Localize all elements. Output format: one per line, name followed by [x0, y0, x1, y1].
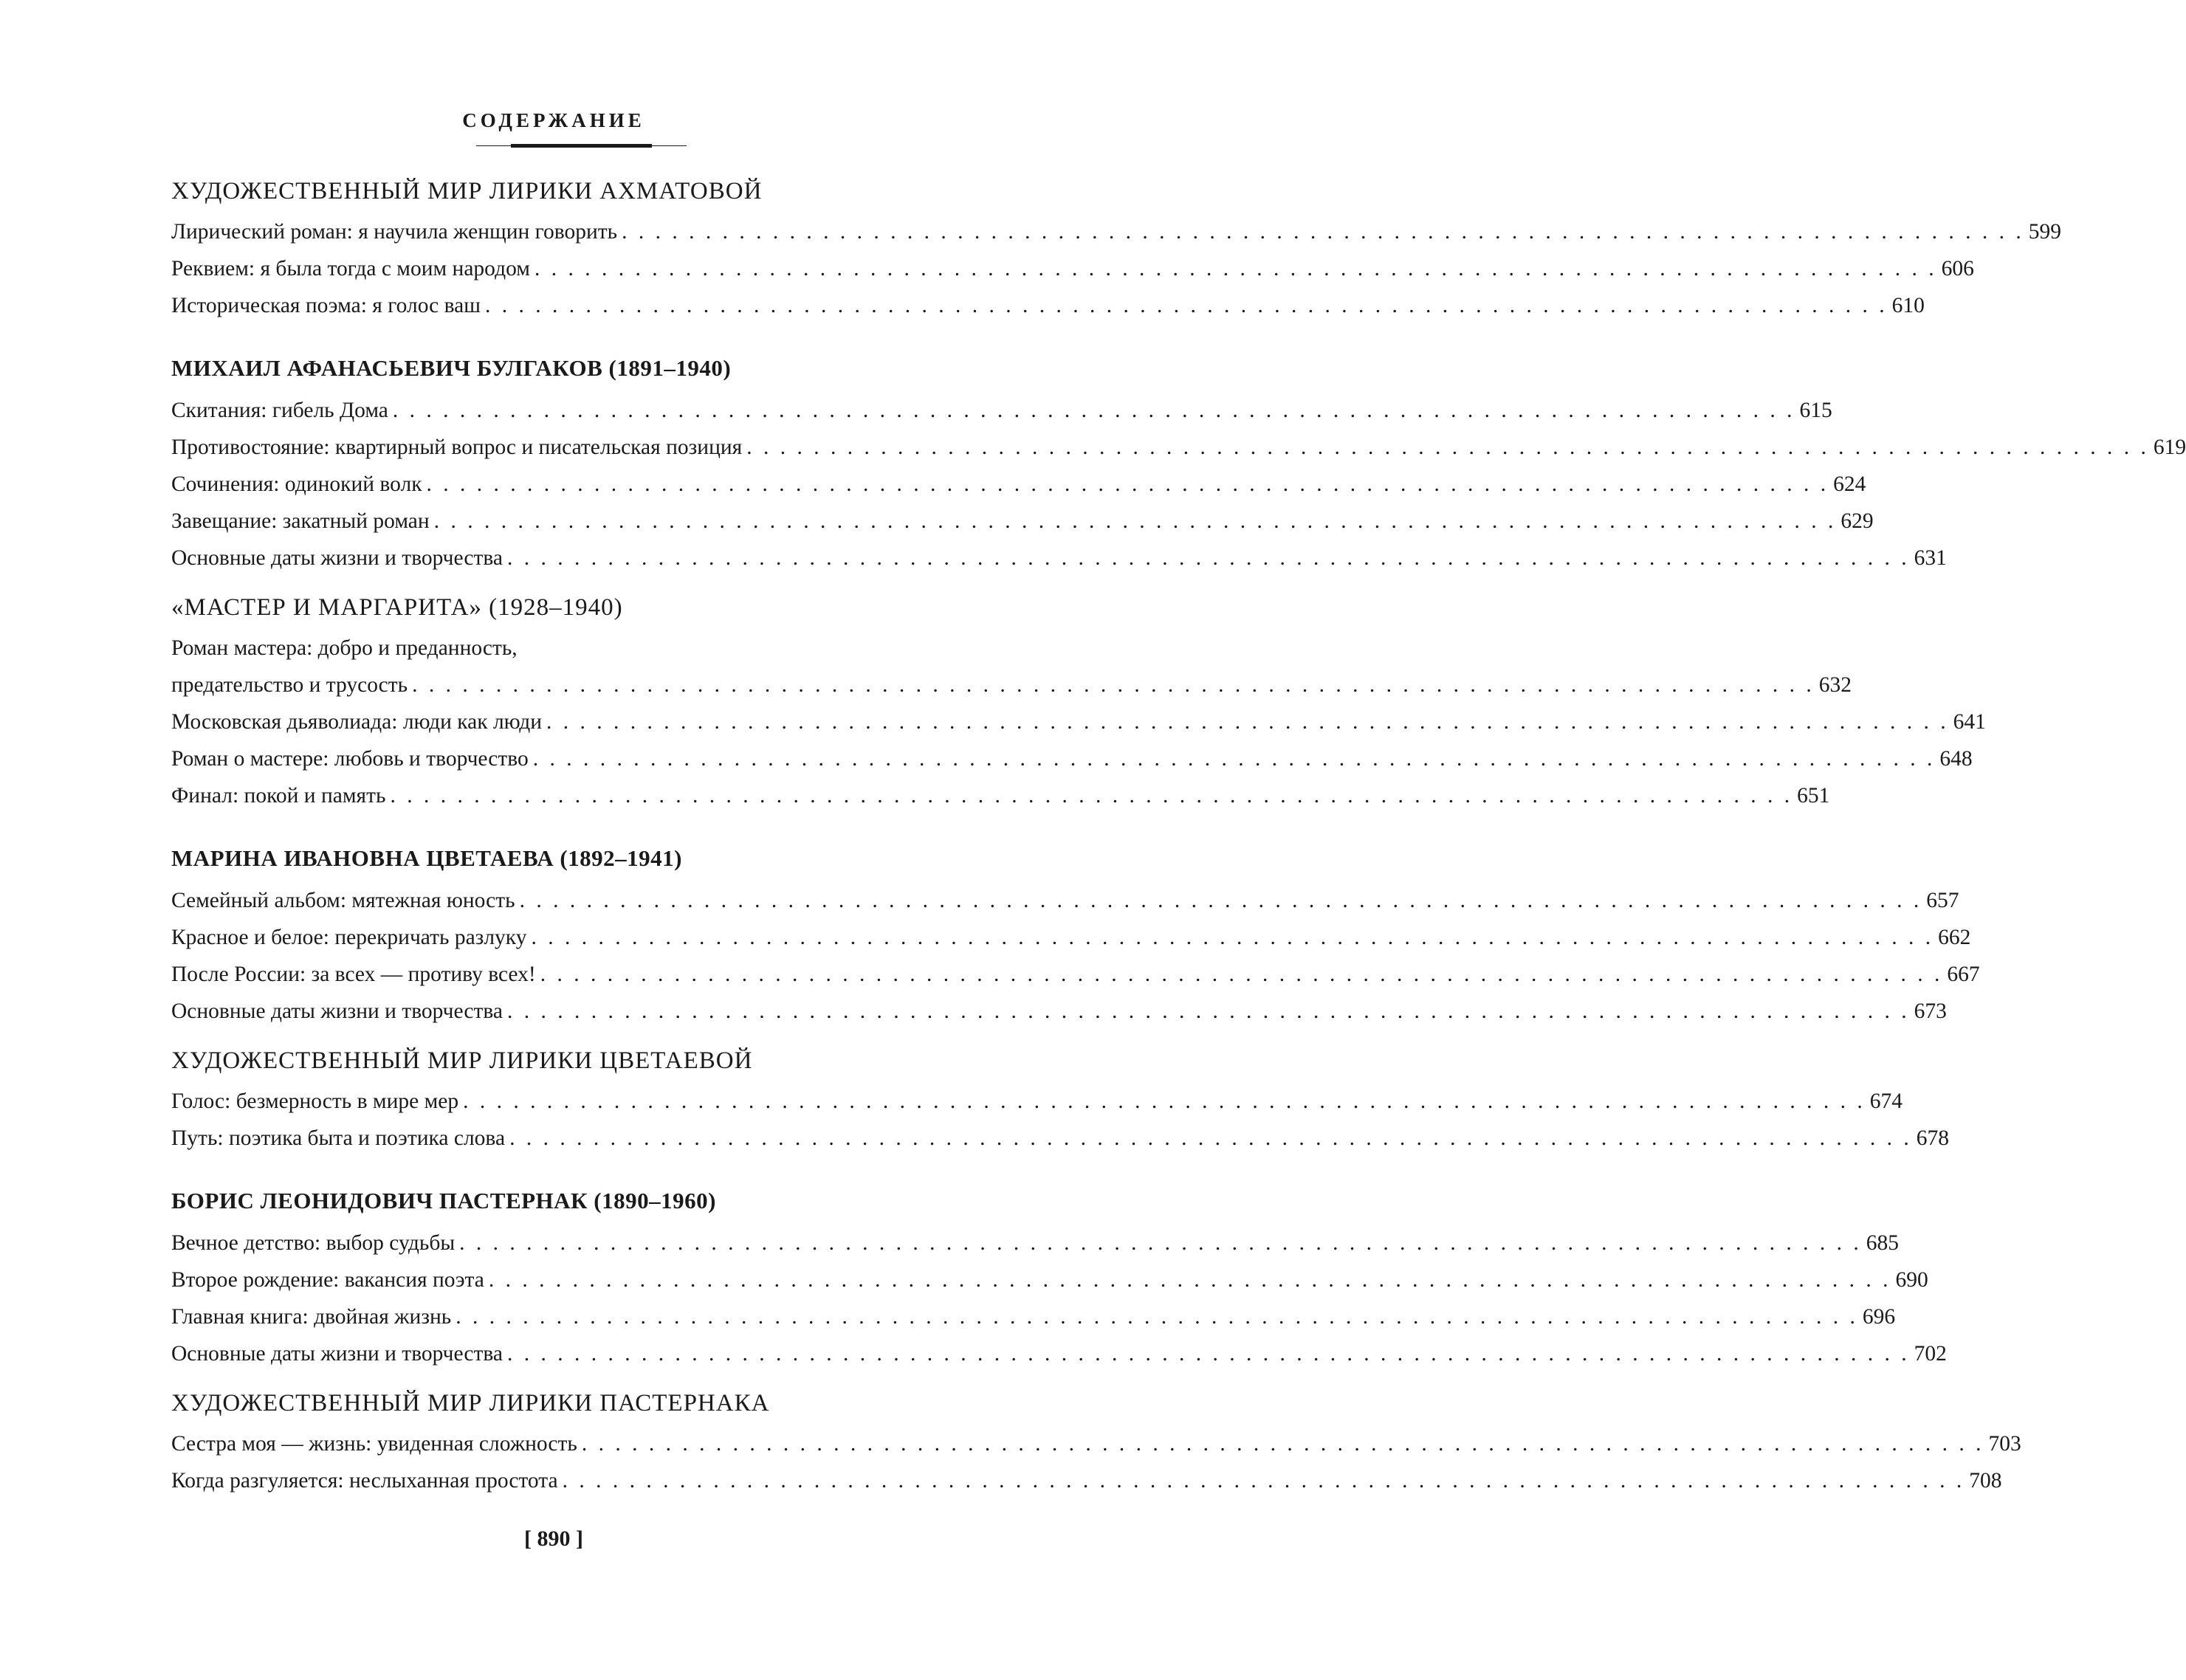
toc-entry — [171, 1298, 1896, 1335]
toc-section — [171, 349, 2186, 576]
entry-row — [171, 213, 2062, 250]
entry-title: Путь: поэтика быта и поэтика слова — [171, 1126, 506, 1150]
dot-leader: . . . . . . . . . . . . . . . . . . . . . . . . . . . . . . . . . . . . . . . . . . . . . . . . . . . . . . . . . . . . . . . . . . . . . . . . . . . . . . . . . . . . — [746, 436, 2149, 459]
entry-page-number: 696 — [1862, 1305, 1896, 1329]
entry-row — [171, 956, 1980, 993]
dot-leader: . . . . . . . . . . . . . . . . . . . . . . . . . . . . . . . . . . . . . . . . . . . . . . . . . . . . . . . . . . . . . . . . . . . . . . . . . . . . . . . . . . . . — [531, 926, 1934, 949]
table-of-contents — [171, 173, 2186, 1499]
section-heading: ХУДОЖЕСТВЕННЫЙ МИР ЛИРИКИ ПАСТЕРНАКА — [171, 1390, 770, 1416]
entry-title: Основные даты жизни и творчества — [171, 999, 503, 1023]
running-head-rule-accent — [511, 144, 652, 148]
entry-row — [171, 392, 1832, 429]
section-heading: МАРИНА ИВАНОВНА ЦВЕТАЕВА (1892–1941) — [171, 845, 682, 871]
entry-title: Роман о мастере: любовь и творчество — [171, 747, 529, 771]
dot-leader: . . . . . . . . . . . . . . . . . . . . . . . . . . . . . . . . . . . . . . . . . . . . . . . . . . . . . . . . . . . . . . . . . . . . . . . . . . . . . . . . . . . . — [509, 1126, 1912, 1150]
entry-row — [171, 540, 1947, 576]
entry-row — [171, 1298, 1896, 1335]
toc-entry — [171, 429, 2186, 466]
dot-leader: . . . . . . . . . . . . . . . . . . . . . . . . . . . . . . . . . . . . . . . . . . . . . . . . . . . . . . . . . . . . . . . . . . . . . . . . . . . . . . . . . . . . — [622, 220, 2024, 244]
entry-title-line: Роман мастера: добро и преданность, — [171, 636, 518, 660]
dot-leader: . . . . . . . . . . . . . . . . . . . . . . . . . . . . . . . . . . . . . . . . . . . . . . . . . . . . . . . . . . . . . . . . . . . . . . . . . . . . . . . . . . . . — [433, 509, 1837, 533]
section-heading: ХУДОЖЕСТВЕННЫЙ МИР ЛИРИКИ АХМАТОВОЙ — [171, 178, 763, 204]
entry-row — [171, 1083, 1903, 1120]
toc-entry — [171, 466, 1866, 503]
toc-entry — [171, 540, 1947, 576]
entry-row — [171, 919, 1971, 956]
dot-leader: . . . . . . . . . . . . . . . . . . . . . . . . . . . . . . . . . . . . . . . . . . . . . . . . . . . . . . . . . . . . . . . . . . . . . . . . . . . . . . . . . . . . — [506, 546, 1910, 570]
entry-row — [171, 1225, 1900, 1261]
entry-title: Красное и белое: перекричать разлуку — [171, 926, 527, 949]
toc-entry — [171, 630, 1852, 703]
dot-leader: . . . . . . . . . . . . . . . . . . . . . . . . . . . . . . . . . . . . . . . . . . . . . . . . . . . . . . . . . . . . . . . . . . . . . . . . . . . . . . . . . . . . — [390, 784, 1793, 808]
entry-row — [171, 777, 1830, 814]
entry-page-number: 667 — [1947, 963, 1980, 986]
entry-row — [171, 1425, 2021, 1462]
running-head: СОДЕРЖАНИЕ — [462, 109, 645, 131]
dot-leader: . . . . . . . . . . . . . . . . . . . . . . . . . . . . . . . . . . . . . . . . . . . . . . . . . . . . . . . . . . . . . . . . . . . . . . . . . . . . . . . . . . . . — [412, 673, 1815, 697]
entry-title: Скитания: гибель Дома — [171, 399, 388, 422]
toc-section — [171, 1043, 1949, 1157]
dot-leader: . . . . . . . . . . . . . . . . . . . . . . . . . . . . . . . . . . . . . . . . . . . . . . . . . . . . . . . . . . . . . . . . . . . . . . . . . . . . . . . . . . . . — [485, 294, 1888, 317]
entry-page-number: 599 — [2028, 220, 2062, 244]
toc-entry — [171, 1120, 1949, 1157]
dot-leader: . . . . . . . . . . . . . . . . . . . . . . . . . . . . . . . . . . . . . . . . . . . . . . . . . . . . . . . . . . . . . . . . . . . . . . . . . . . . . . . . . . . . — [392, 399, 1795, 422]
entry-page-number: 615 — [1799, 399, 1832, 422]
toc-entry — [171, 1425, 2021, 1462]
dot-leader: . . . . . . . . . . . . . . . . . . . . . . . . . . . . . . . . . . . . . . . . . . . . . . . . . . . . . . . . . . . . . . . . . . . . . . . . . . . . . . . . . . . . — [488, 1268, 1891, 1292]
entry-row — [171, 1462, 2002, 1499]
entry-page-number: 708 — [1969, 1469, 2002, 1493]
entry-title: Реквием: я была тогда с моим народом — [171, 257, 530, 280]
toc-entry — [171, 882, 1959, 919]
toc-entry — [171, 740, 1973, 777]
toc-entry — [171, 1462, 2002, 1499]
toc-entry — [171, 1261, 1928, 1298]
dot-leader: . . . . . . . . . . . . . . . . . . . . . . . . . . . . . . . . . . . . . . . . . . . . . . . . . . . . . . . . . . . . . . . . . . . . . . . . . . . . . . . . . . . . — [534, 257, 1937, 280]
entry-row — [171, 1335, 1947, 1372]
entry-row — [171, 287, 1925, 324]
dot-leader: . . . . . . . . . . . . . . . . . . . . . . . . . . . . . . . . . . . . . . . . . . . . . . . . . . . . . . . . . . . . . . . . . . . . . . . . . . . . . . . . . . . . — [506, 1342, 1910, 1366]
toc-entry — [171, 956, 1980, 993]
toc-entry — [171, 777, 1830, 814]
toc-entry — [171, 1225, 1900, 1261]
entry-title: Лирический роман: я научила женщин говорить — [171, 220, 618, 244]
entry-title: Завещание: закатный роман — [171, 509, 430, 533]
entry-title: Сочинения: одинокий волк — [171, 472, 422, 496]
entry-title: Противостояние: квартирный вопрос и писательская позиция — [171, 436, 743, 459]
dot-leader: . . . . . . . . . . . . . . . . . . . . . . . . . . . . . . . . . . . . . . . . . . . . . . . . . . . . . . . . . . . . . . . . . . . . . . . . . . . . . . . . . . . . — [540, 963, 1943, 986]
entry-page-number: 703 — [1988, 1432, 2021, 1456]
dot-leader: . . . . . . . . . . . . . . . . . . . . . . . . . . . . . . . . . . . . . . . . . . . . . . . . . . . . . . . . . . . . . . . . . . . . . . . . . . . . . . . . . . . . — [456, 1305, 1858, 1329]
toc-entry — [171, 287, 1925, 324]
toc-entry — [171, 919, 1971, 956]
entry-row — [171, 1120, 1949, 1157]
entry-page-number: 606 — [1941, 257, 1974, 280]
entry-title: Московская дьяволиада: люди как люди — [171, 710, 543, 734]
entry-page-number: 610 — [1891, 294, 1925, 317]
dot-leader: . . . . . . . . . . . . . . . . . . . . . . . . . . . . . . . . . . . . . . . . . . . . . . . . . . . . . . . . . . . . . . . . . . . . . . . . . . . . . . . . . . . . — [426, 472, 1829, 496]
entry-title: Семейный альбом: мятежная юность — [171, 889, 515, 912]
toc-entry — [171, 993, 1947, 1030]
entry-row — [171, 703, 1986, 740]
entry-row — [171, 667, 1852, 703]
entry-title: После России: за всех — противу всех! — [171, 963, 536, 986]
dot-leader: . . . . . . . . . . . . . . . . . . . . . . . . . . . . . . . . . . . . . . . . . . . . . . . . . . . . . . . . . . . . . . . . . . . . . . . . . . . . . . . . . . . . — [459, 1231, 1862, 1255]
entry-title: Второе рождение: вакансия поэта — [171, 1268, 484, 1292]
toc-entry — [171, 392, 1832, 429]
entry-page-number: 632 — [1818, 673, 1852, 697]
toc-section — [171, 1385, 2021, 1499]
entry-page-number: 662 — [1938, 926, 1971, 949]
toc-entry — [171, 213, 2062, 250]
entry-row — [171, 740, 1973, 777]
entry-row — [171, 993, 1947, 1030]
entry-page-number: 651 — [1797, 784, 1830, 808]
section-heading: «МАСТЕР И МАРГАРИТА» (1928–1940) — [171, 594, 623, 621]
entry-page-number: 631 — [1914, 546, 1947, 570]
entry-title: Сестра моя — жизнь: увиденная сложность — [171, 1432, 577, 1456]
dot-leader: . . . . . . . . . . . . . . . . . . . . . . . . . . . . . . . . . . . . . . . . . . . . . . . . . . . . . . . . . . . . . . . . . . . . . . . . . . . . . . . . . . . . — [532, 747, 1936, 771]
entry-title: Историческая поэма: я голос ваш — [171, 294, 481, 317]
entry-page-number: 702 — [1914, 1342, 1947, 1366]
entry-title: Главная книга: двойная жизнь — [171, 1305, 452, 1329]
entry-title: Голос: безмерность в мире мер — [171, 1089, 459, 1113]
section-heading: БОРИС ЛЕОНИДОВИЧ ПАСТЕРНАК (1890–1960) — [171, 1188, 716, 1213]
entry-page-number: 673 — [1914, 999, 1947, 1023]
entry-row — [171, 466, 1866, 503]
entry-title: Основные даты жизни и творчества — [171, 546, 503, 570]
section-heading: МИХАИЛ АФАНАСЬЕВИЧ БУЛГАКОВ (1891–1940) — [171, 355, 732, 381]
entry-title: Финал: покой и память — [171, 784, 386, 808]
dot-leader: . . . . . . . . . . . . . . . . . . . . . . . . . . . . . . . . . . . . . . . . . . . . . . . . . . . . . . . . . . . . . . . . . . . . . . . . . . . . . . . . . . . . — [506, 999, 1910, 1023]
toc-section — [171, 839, 1980, 1030]
toc-section — [171, 173, 2062, 324]
entry-page-number: 657 — [1926, 889, 1959, 912]
page-number: [ 890 ] — [524, 1526, 583, 1551]
toc-entry — [171, 703, 1986, 740]
entry-page-number: 674 — [1869, 1089, 1903, 1113]
dot-leader: . . . . . . . . . . . . . . . . . . . . . . . . . . . . . . . . . . . . . . . . . . . . . . . . . . . . . . . . . . . . . . . . . . . . . . . . . . . . . . . . . . . . — [463, 1089, 1866, 1113]
entry-page-number: 690 — [1895, 1268, 1928, 1292]
toc-entry — [171, 503, 1874, 540]
entry-row — [171, 429, 2186, 466]
toc-entry — [171, 250, 1974, 287]
entry-row — [171, 882, 1959, 919]
dot-leader: . . . . . . . . . . . . . . . . . . . . . . . . . . . . . . . . . . . . . . . . . . . . . . . . . . . . . . . . . . . . . . . . . . . . . . . . . . . . . . . . . . . . — [546, 710, 1949, 734]
toc-section — [171, 1182, 1947, 1372]
entry-page-number: 685 — [1866, 1231, 1900, 1255]
entry-title: Основные даты жизни и творчества — [171, 1342, 503, 1366]
entry-title: Вечное детство: выбор судьбы — [171, 1231, 456, 1255]
entry-title: Когда разгуляется: неслыханная простота — [171, 1469, 558, 1493]
entry-page-number: 648 — [1939, 747, 1973, 771]
entry-page-number: 641 — [1953, 710, 1986, 734]
entry-page-number: 678 — [1916, 1126, 1949, 1150]
entry-page-number: 619 — [2153, 436, 2186, 459]
entry-page-number: 629 — [1840, 509, 1874, 533]
toc-entry — [171, 1335, 1947, 1372]
entry-row — [171, 250, 1974, 287]
dot-leader: . . . . . . . . . . . . . . . . . . . . . . . . . . . . . . . . . . . . . . . . . . . . . . . . . . . . . . . . . . . . . . . . . . . . . . . . . . . . . . . . . . . . — [581, 1432, 1984, 1456]
toc-section — [171, 590, 1986, 814]
entry-title: предательство и трусость — [171, 673, 408, 697]
dot-leader: . . . . . . . . . . . . . . . . . . . . . . . . . . . . . . . . . . . . . . . . . . . . . . . . . . . . . . . . . . . . . . . . . . . . . . . . . . . . . . . . . . . . — [519, 889, 1922, 912]
entry-page-number: 624 — [1833, 472, 1866, 496]
toc-entry — [171, 1083, 1903, 1120]
section-heading: ХУДОЖЕСТВЕННЫЙ МИР ЛИРИКИ ЦВЕТАЕВОЙ — [171, 1047, 753, 1074]
entry-row — [171, 503, 1874, 540]
dot-leader: . . . . . . . . . . . . . . . . . . . . . . . . . . . . . . . . . . . . . . . . . . . . . . . . . . . . . . . . . . . . . . . . . . . . . . . . . . . . . . . . . . . . — [562, 1469, 1965, 1493]
entry-row — [171, 1261, 1928, 1298]
